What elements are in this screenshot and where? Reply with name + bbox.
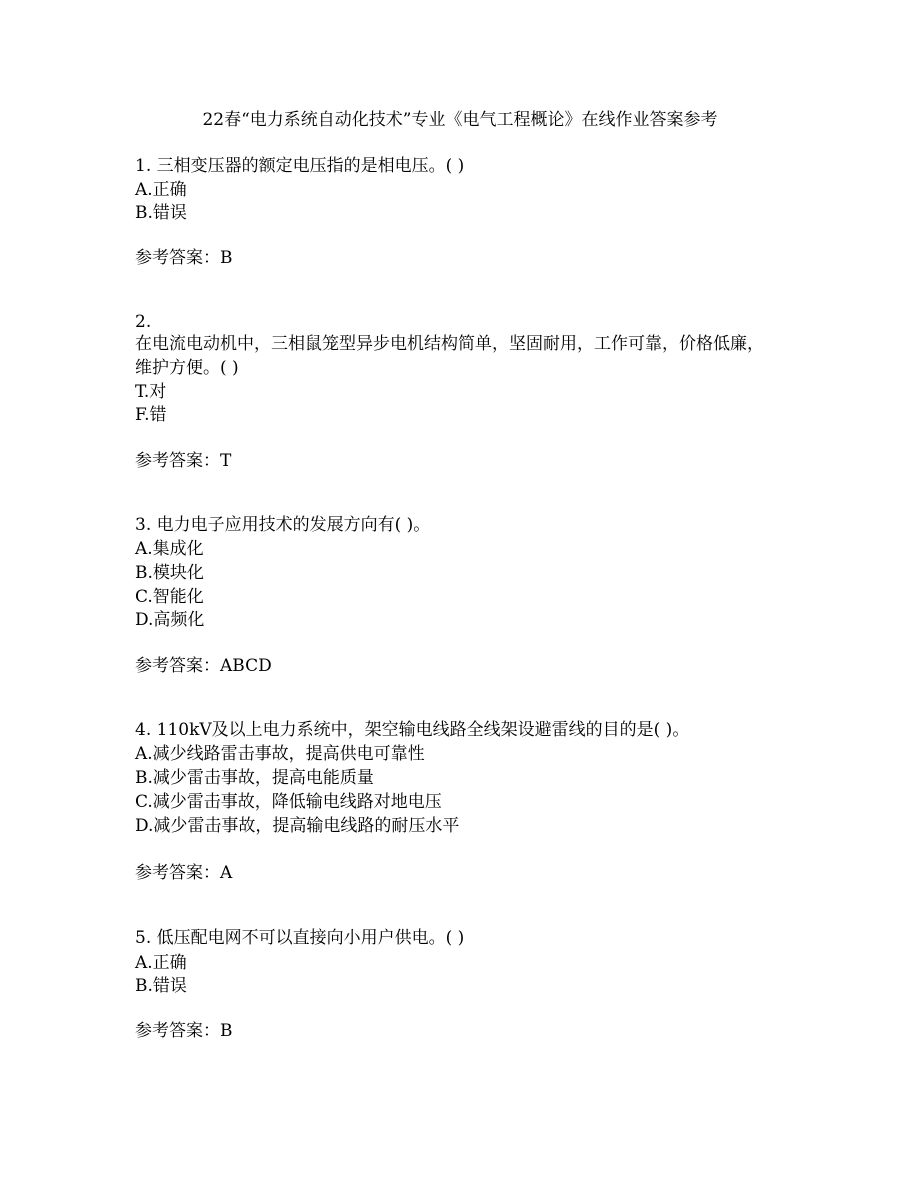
question-2-option-f: F.错: [135, 405, 167, 425]
question-2-answer: 参考答案：T: [135, 451, 232, 471]
question-1-stem: 1. 三相变压器的额定电压指的是相电压。( ): [135, 156, 465, 176]
question-2-stem-line-2: 维护方便。( ): [135, 358, 239, 378]
question-3-answer: 参考答案：ABCD: [135, 656, 272, 676]
question-3-option-a: A.集成化: [135, 539, 204, 559]
question-2-option-t: T.对: [135, 382, 167, 402]
question-1-option-a: A.正确: [135, 180, 187, 200]
question-4-stem: 4. 110kV及以上电力系统中，架空输电线路全线架设避雷线的目的是( )。: [135, 720, 690, 740]
question-1-option-b: B.错误: [135, 203, 187, 223]
question-5-stem: 5. 低压配电网不可以直接向小用户供电。( ): [135, 928, 465, 948]
question-4-option-c: C.减少雷击事故，降低输电线路对地电压: [135, 792, 442, 812]
question-2-number: 2.: [135, 312, 152, 332]
question-4-option-a: A.减少线路雷击事故，提高供电可靠性: [135, 744, 425, 764]
question-1-answer: 参考答案：B: [135, 248, 233, 268]
question-3-option-b: B.模块化: [135, 563, 204, 583]
question-3-stem: 3. 电力电子应用技术的发展方向有( )。: [135, 515, 431, 535]
question-4-option-b: B.减少雷击事故，提高电能质量: [135, 768, 374, 788]
document-title: 22春“电力系统自动化技术”专业《电气工程概论》在线作业答案参考: [202, 110, 718, 130]
question-4-option-d: D.减少雷击事故，提高输电线路的耐压水平: [135, 816, 460, 836]
question-5-answer: 参考答案：B: [135, 1021, 233, 1041]
question-2-stem-line-1: 在电流电动机中，三相鼠笼型异步电机结构简单，坚固耐用，工作可靠，价格低廉，: [135, 334, 764, 354]
question-3-option-d: D.高频化: [135, 610, 205, 630]
question-5-option-b: B.错误: [135, 976, 187, 996]
question-5-option-a: A.正确: [135, 953, 187, 973]
question-3-option-c: C.智能化: [135, 587, 204, 607]
question-4-answer: 参考答案：A: [135, 863, 233, 883]
